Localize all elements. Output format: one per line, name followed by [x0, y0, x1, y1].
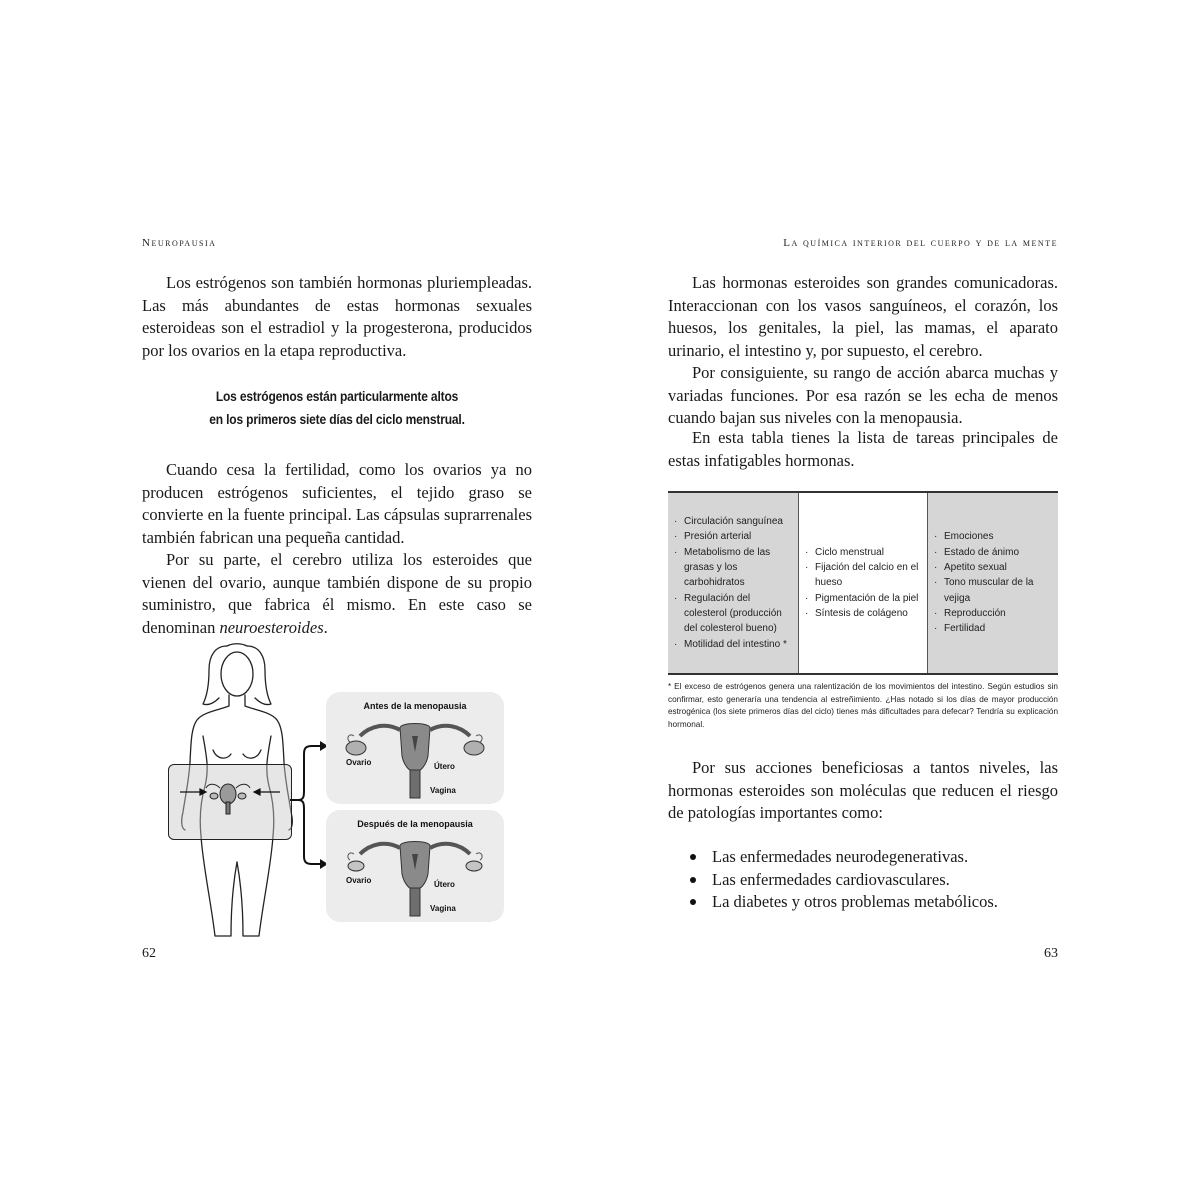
list-item: La diabetes y otros problemas metabólicos. [688, 891, 998, 914]
table-cell-item: · Emociones [934, 529, 1051, 544]
uterus-before-illustration [326, 692, 504, 804]
uterus-label-before: Útero [434, 762, 455, 771]
callout-line-2: en los primeros siete días del ciclo menstrual. [209, 411, 465, 427]
footnote: * El exceso de estrógenos genera una ralentización de los movimientos del intestino. Según estudios sin confirmar, esto generaría una tendencia al estreñimiento. ¿Has notado si los días de mayor producción estrogénica (los siete primeros días del ciclo) tienes más dificultades para defecar? Tendría su explicación hormonal. [668, 682, 1058, 729]
table-cell-item: · Presión arterial [674, 529, 791, 544]
ovary-label-after: Ovario [346, 876, 372, 885]
running-head-left: Neuropausia [142, 237, 217, 249]
term-neuroesteroides: neuroesteroides [219, 617, 324, 637]
ovary-label-before: Ovario [346, 758, 372, 767]
running-head-right: La química interior del cuerpo y de la mente [783, 237, 1058, 249]
before-menopause-title: Antes de la menopausia [363, 701, 467, 711]
vagina-label-before: Vagina [430, 786, 456, 795]
callout-quote [169, 385, 504, 431]
hormone-functions-table [668, 491, 1058, 675]
table-column-3 [928, 493, 1058, 673]
reproductive-system-figure [142, 640, 532, 950]
table-column-1 [668, 493, 798, 673]
column-1-list [674, 514, 791, 652]
uterus-after-illustration [326, 810, 504, 922]
connector-arrows [290, 720, 330, 920]
paragraph-estrogens: Los estrógenos son también hormonas pluriempleadas. Las más abundantes de estas hormonas sexuales esteroideas son el estradiol y la progesterona, producidos por los ovarios en la etapa reproductiva. [142, 273, 532, 360]
table-cell-item: · Regulación del colesterol (producción del colesterol bueno) [674, 591, 791, 637]
table-cell-item: · Estado de ánimo [934, 545, 1051, 560]
uterus-label-after: Útero [434, 880, 455, 889]
table-cell-item: · Fijación del calcio en el hueso [805, 560, 920, 591]
paragraph-table-intro: En esta tabla tienes la lista de tareas principales de estas infatigables hormonas. [668, 428, 1058, 470]
table-cell-item: · Apetito sexual [934, 560, 1051, 575]
table-cell-item: · Fertilidad [934, 621, 1051, 636]
paragraph-action-range: Por consiguiente, su rango de acción abarca muchas y variadas funciones. Por esa razón se les echa de menos cuando bajan sus niveles con la menopausia. [668, 363, 1058, 427]
paragraph-fertility: Cuando cesa la fertilidad, como los ovarios ya no producen estrógenos suficientes, el tejido graso se convierte en la fuente principal. Las cápsulas suprarrenales también fabrican una pequeña cantidad. [142, 460, 532, 547]
table-cell-item: · Síntesis de colágeno [805, 606, 920, 621]
paragraph-benefits: Por sus acciones beneficiosas a tantos niveles, las hormonas esteroides son moléculas que reducen el riesgo de patologías importantes como: [668, 758, 1058, 822]
para3-start: Por su parte, el cerebro utiliza los esteroides que vienen del ovario, aunque también dispone de su propio suministro, que fabrica él mismo. En este caso se denominan [142, 550, 532, 637]
panel-after-menopause [326, 810, 504, 922]
paragraph-neurosteroids [142, 549, 532, 639]
list-item: Las enfermedades neurodegenerativas. [688, 846, 998, 869]
table-cell-item: · Circulación sanguínea [674, 514, 791, 529]
callout-line-1: Los estrógenos están particularmente altos [215, 388, 459, 404]
column-2-list [805, 545, 920, 621]
panel-before-menopause [326, 692, 504, 804]
para3-end: . [323, 617, 328, 637]
after-menopause-title: Después de la menopausia [357, 819, 473, 829]
table-column-2 [798, 493, 928, 673]
list-item: Las enfermedades cardiovasculares. [688, 869, 998, 892]
page-number-right: 63 [1044, 946, 1058, 961]
table-cell-item: · Tono muscular de la vejiga [934, 575, 1051, 606]
table-cell-item: · Motilidad del intestino * [674, 637, 791, 652]
table-cell-item: · Ciclo menstrual [805, 545, 920, 560]
table-cell-item: · Metabolismo de las grasas y los carbohidratos [674, 545, 791, 591]
page-number-left: 62 [142, 946, 156, 961]
column-3-list [934, 529, 1051, 636]
vagina-label-after: Vagina [430, 904, 456, 913]
small-uterus-icon [170, 778, 290, 818]
table-cell-item: · Reproducción [934, 606, 1051, 621]
diseases-list [688, 846, 998, 914]
table-cell-item: · Pigmentación de la piel [805, 591, 920, 606]
paragraph-communicators: Las hormonas esteroides son grandes comunicadoras. Interaccionan con los vasos sanguíneos, el corazón, los huesos, los genitales, la piel, las mamas, el aparato urinario, el intestino y, por supuesto, el cerebro. [668, 273, 1058, 360]
